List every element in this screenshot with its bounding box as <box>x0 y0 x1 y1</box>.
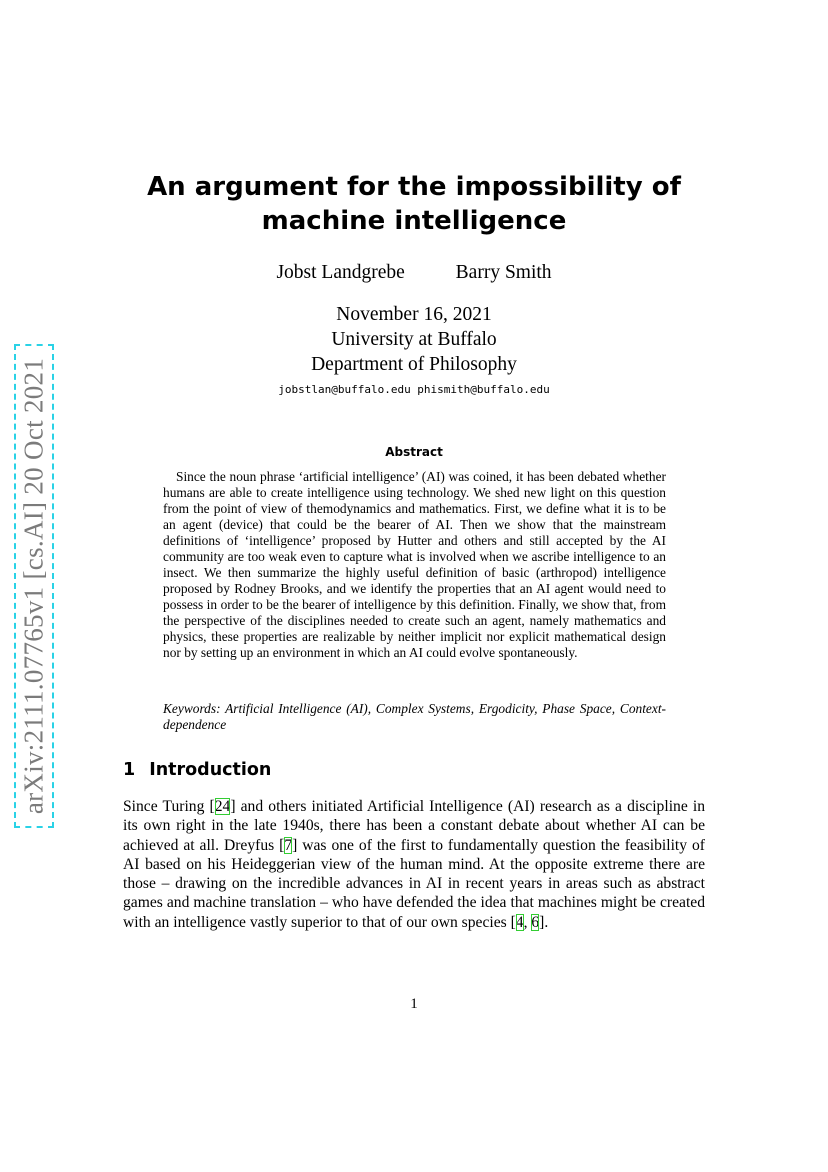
paper-meta <box>0 302 828 377</box>
author-2: Barry Smith <box>455 262 552 283</box>
citation-link-24[interactable]: 24 <box>214 798 231 815</box>
intro-text-1: Since Turing [ <box>123 798 215 815</box>
arxiv-identifier[interactable]: arXiv:2111.07765v1 [cs.AI] 20 Oct 2021 <box>18 357 49 815</box>
authors <box>0 262 828 284</box>
section-heading-introduction <box>123 760 271 780</box>
citation-link-4[interactable]: 4 <box>515 913 524 931</box>
abstract-text: Since the noun phrase ‘artificial intelligence’ (AI) was coined, it has been debated whether humans are able to create intelligence using technology. We shed new light on this question from the point of view of themodynamics and mathematics. First, we define what it is to be an agent (device) that could be the bearer of AI. Then we show that the mainstream definitions of ‘intelligence’ proposed by Hutter and others and still accepted by the AI community are too weak even to capture what is involved when we ascribe intelligence to an insect. We then summarize the highly useful definition of basic (arthropod) intelligence proposed by Rodney Brooks, and we identify the properties that an AI agent would need to possess in order to be the bearer of intelligence by this definition. Finally, we show that, from the perspective of the disciplines needed to create such an agent, namely mathematics and physics, these properties are realizable by neither implicit nor explicit mathematical design nor by setting up an environment in which an AI could evolve spontaneously. <box>163 469 666 660</box>
introduction-paragraph <box>123 797 705 932</box>
title-line-1: An argument for the impossibility of <box>147 172 681 202</box>
paper-title <box>0 170 828 238</box>
arxiv-stamp <box>14 344 54 828</box>
citation-link-6[interactable]: 6 <box>531 913 540 931</box>
section-number: 1 <box>123 760 136 780</box>
institution: University at Buffalo <box>331 329 497 350</box>
author-1: Jobst Landgrebe <box>276 262 405 283</box>
intro-text-2: ] and others initiated Artificial Intelligence (AI) research as a discipline in its own right in the late 1940s, there has been a constant debate about whether AI can be achieved at all. Dreyfus [ <box>123 798 705 854</box>
title-line-2: machine intelligence <box>261 206 567 236</box>
section-title: Introduction <box>149 760 272 780</box>
page-number: 1 <box>410 996 418 1012</box>
abstract-heading: Abstract <box>385 445 443 459</box>
intro-text-5: ]. <box>539 913 549 931</box>
paper-date: November 16, 2021 <box>336 304 492 325</box>
intro-text-4: , <box>523 913 532 931</box>
intro-text-3: ] was one of the first to fundamentally question the feasibility of AI based on his Heideggerian view of the human mind. At the opposite extreme there are those – drawing on the incredible advances in AI in recent years in areas such as abstract games and machine translation – who have defended the idea that machines might be created with an intelligence vastly superior to that of our own species [ <box>123 836 705 931</box>
citation-link-7[interactable]: 7 <box>284 836 293 854</box>
author-emails: jobstlan@buffalo.edu phismith@buffalo.edu <box>278 383 550 396</box>
department: Department of Philosophy <box>311 354 517 375</box>
keywords: Keywords: Artificial Intelligence (AI), Complex Systems, Ergodicity, Phase Space, Context-dependence <box>163 701 666 732</box>
